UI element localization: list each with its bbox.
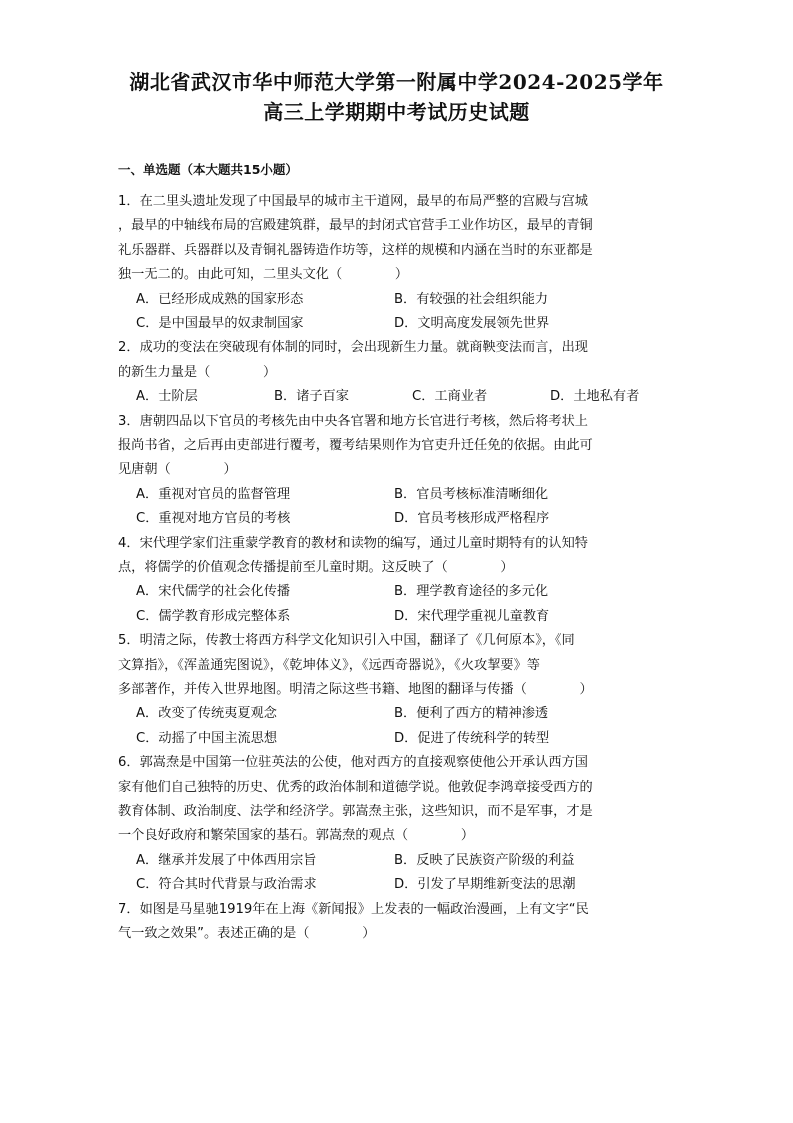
question-text-line: 多部著作，并传入世界地图。明清之际这些书籍、地图的翻译与传播（ ） <box>118 682 593 697</box>
option-c[interactable]: C．是中国最早的奴隶制国家 <box>136 315 304 331</box>
question-3-stem <box>118 410 678 483</box>
question-text-line: 礼乐器群、兵器群以及青铜礼器铸造作坊等，这样的规模和内涵在当时的东亚都是 <box>118 242 593 258</box>
question-2-stem <box>118 336 678 385</box>
option-b[interactable]: B．诸子百家 <box>274 389 349 405</box>
question-5-stem <box>118 629 678 702</box>
exam-title-line-1: 湖北省武汉市华中师范大学第一附属中学2024-2025学年 <box>129 70 664 94</box>
option-a[interactable]: A．已经形成成熟的国家形态 <box>136 291 304 307</box>
question-text-line: 6．郭嵩焘是中国第一位驻英法的公使，他对西方的直接观察使他公开承认西方国 <box>118 755 588 771</box>
option-c[interactable]: C．重视对地方官员的考核 <box>136 511 291 527</box>
question-text-line: 气一致之效果”。表述正确的是（ ） <box>118 926 376 941</box>
option-c[interactable]: C．符合其时代背景与政治需求 <box>136 877 317 893</box>
question-text-line: 文算指》，《浑盖通宪图说》，《乾坤体义》，《远西奇器说》，《火攻挈要》等 <box>118 657 540 673</box>
question-text-line: 点，将儒学的价值观念传播提前至儿童时期。这反映了（ ） <box>118 560 514 575</box>
option-d[interactable]: D．官员考核形成严格程序 <box>394 511 550 527</box>
question-1-stem <box>118 190 678 288</box>
option-b[interactable]: B．反映了民族资产阶级的利益 <box>394 852 575 868</box>
question-text-line: ，最早的中轴线布局的宫殿建筑群，最早的封闭式官营手工业作坊区，最早的青铜 <box>118 218 593 234</box>
option-d[interactable]: D．引发了早期维新变法的思潮 <box>394 877 576 893</box>
option-c[interactable]: C．工商业者 <box>412 389 488 405</box>
option-d[interactable]: D．宋代理学重视儿童教育 <box>394 608 550 624</box>
question-text-line: 1．在二里头遗址发现了中国最早的城市主干道网，最早的布局严整的宫殿与宫城 <box>118 194 588 209</box>
question-text-line: 见唐朝（ ） <box>118 462 237 478</box>
option-b[interactable]: B．理学教育途径的多元化 <box>394 584 549 600</box>
question-5-options <box>136 702 676 751</box>
question-3-options <box>136 483 676 532</box>
question-6-stem <box>118 751 678 849</box>
question-text-line: 4．宋代理学家们注重蒙学教育的教材和读物的编写，通过儿童时期特有的认知特 <box>118 535 588 551</box>
option-a[interactable]: A．改变了传统夷夏观念 <box>136 706 277 722</box>
option-b[interactable]: B．有较强的社会组织能力 <box>394 291 549 307</box>
question-text-line: 报尚书省，之后再由吏部进行覆考，覆考结果则作为官吏升迁任免的依据。由此可 <box>118 438 593 453</box>
option-b[interactable]: B．官员考核标准清晰细化 <box>394 486 549 502</box>
question-text-line: 的新生力量是（ ） <box>118 364 277 380</box>
exam-title-line-2: 高三上学期期中考试历史试题 <box>263 100 530 124</box>
option-a[interactable]: A．重视对官员的监督管理 <box>136 486 291 502</box>
question-text-line: 家有他们自己独特的历史、优秀的政治体制和道德学说。他敦促李鸿章接受西方的 <box>118 779 593 795</box>
option-c[interactable]: C．动摇了中国主流思想 <box>136 730 278 746</box>
question-text-line: 一个良好政府和繁荣国家的基石。郭嵩焘的观点（ ） <box>118 828 475 844</box>
question-text-line: 5．明清之际，传教士将西方科学文化知识引入中国，翻译了《几何原本》，《同 <box>118 633 575 649</box>
option-d[interactable]: D．文明高度发展领先世界 <box>394 315 550 331</box>
question-1-options <box>136 288 676 337</box>
option-a[interactable]: A．继承并发展了中体西用宗旨 <box>136 852 317 868</box>
question-7-stem <box>118 898 678 947</box>
option-b[interactable]: B．便利了西方的精神渗透 <box>394 706 549 722</box>
section-heading: 一、单选题（本大题共15小题） <box>118 162 298 177</box>
option-c[interactable]: C．儒学教育形成完整体系 <box>136 608 291 624</box>
question-6-options <box>136 849 676 898</box>
question-text-line: 2．成功的变法在突破现有体制的同时，会出现新生力量。就商鞅变法而言，出现 <box>118 340 588 356</box>
option-d[interactable]: D．土地私有者 <box>550 389 640 405</box>
option-a[interactable]: A．宋代儒学的社会化传播 <box>136 584 291 600</box>
question-4-stem <box>118 532 678 581</box>
question-text-line: 独一无二的。由此可知，二里头文化（ ） <box>118 267 409 283</box>
question-text-line: 教育体制、政治制度、法学和经济学。郭嵩焘主张，这些知识，而不是军事，才是 <box>118 804 593 819</box>
question-text-line: 7．如图是马星驰1919年在上海《新闻报》上发表的一幅政治漫画，上有文字“民 <box>118 901 589 917</box>
question-text-line: 3．唐朝四品以下官员的考核先由中央各官署和地方长官进行考核，然后将考状上 <box>118 413 588 429</box>
question-4-options <box>136 580 676 629</box>
option-d[interactable]: D．促进了传统科学的转型 <box>394 730 550 746</box>
question-2-options <box>136 385 676 409</box>
option-a[interactable]: A．士阶层 <box>136 389 198 405</box>
